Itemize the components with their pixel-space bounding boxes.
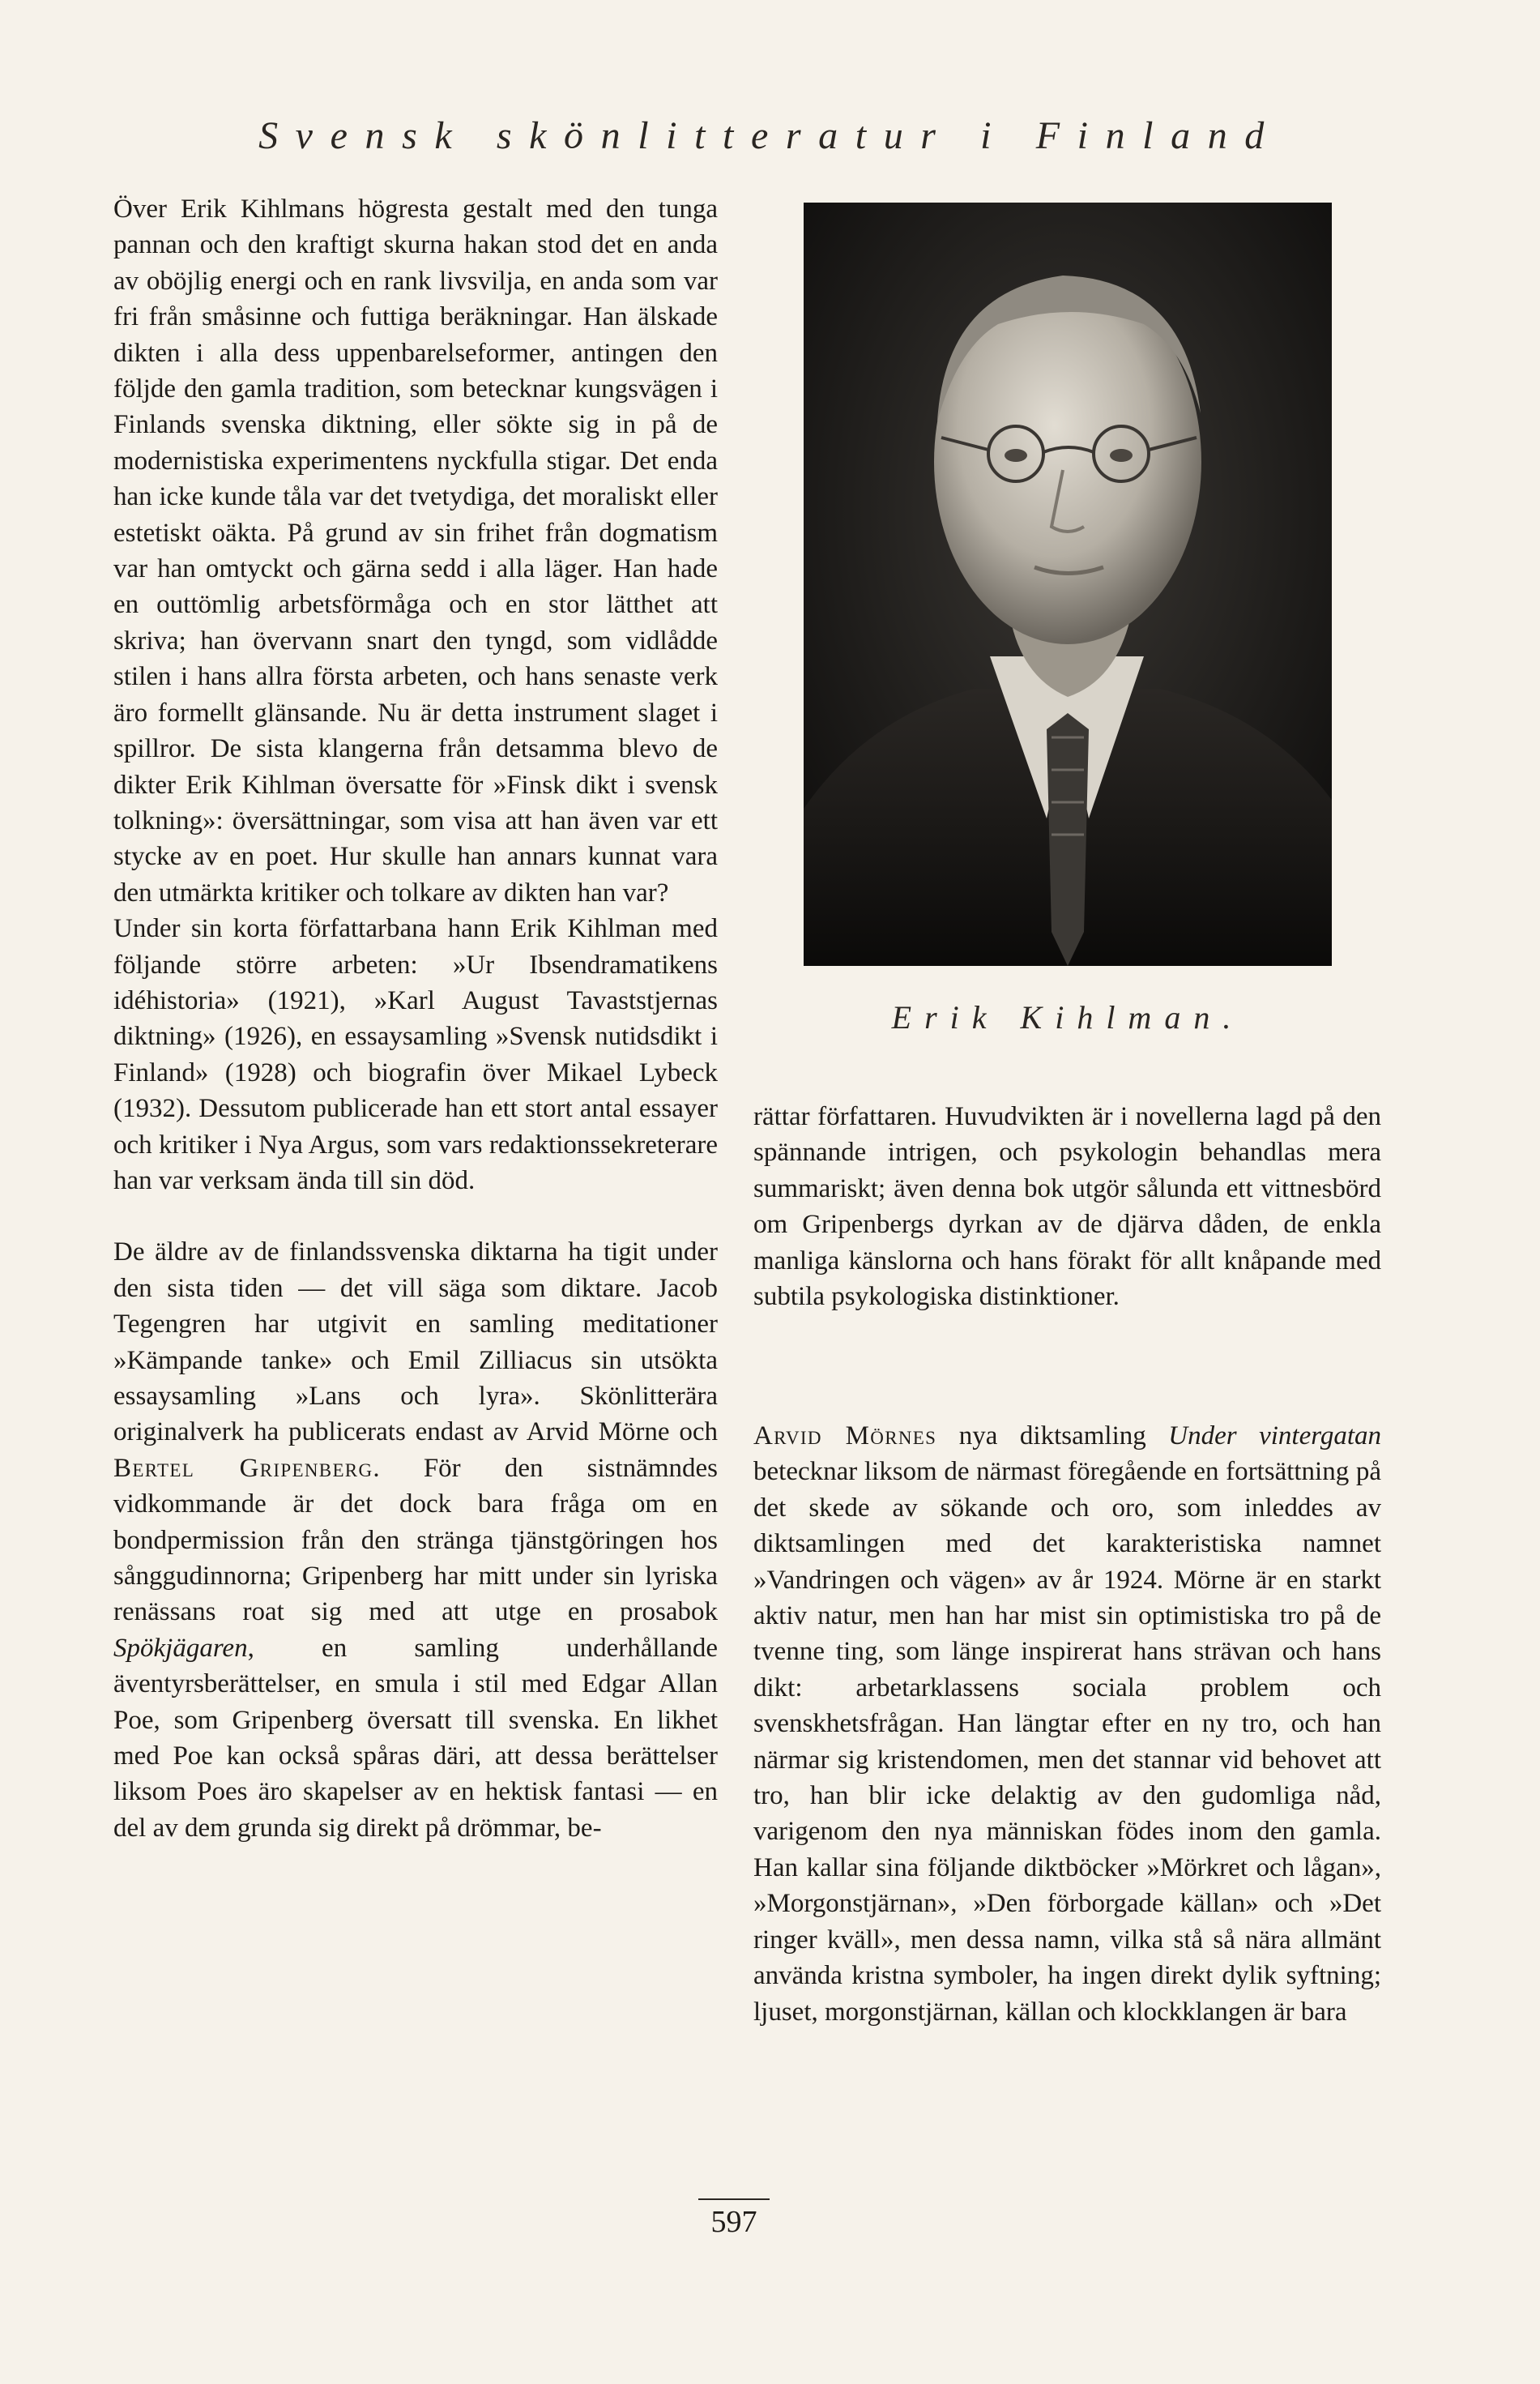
page-number: 597 [710,2205,757,2239]
author-name-mornes: Arvid Mörnes [753,1421,937,1450]
left-paragraph-3-text-a: De äldre av de finlandssvenska diktarna ha tigit under den sista tiden — det vill säga som diktare. Jacob Tegengren har utgivit en samling meditationer »Kämpande tanke» och Emil Zilliacus sin utsökta essaysamling »Lans och lyra». Skönlitterära originalverk ha publicerats endast av Arvid Mörne och [113,1237,718,1447]
portrait-caption: Erik Kihlman. [891,999,1244,1036]
right-paragraph-2-text-a: nya diktsamling [936,1421,1169,1450]
running-head: Svensk skönlitteratur i Finland [258,114,1282,157]
portrait-illustration [804,203,1332,966]
right-paragraph-2 [753,1418,1381,2030]
book-title-spokjagaren: Spökjägaren [113,1633,248,1663]
left-paragraph-2: Under sin korta författarbana hann Erik Kihlman med följande större arbeten: »Ur Ibsendramatikens idéhistoria» (1921), »Karl August Tavaststjernas diktning» (1926), en essaysamling »Svensk nutidsdikt i Finland» (1928) och biografin över Mikael Lybeck (1932). Dessutom publicerade han ett stort antal essayer och kritiker i Nya Argus, som vars redaktionssekreterare han var verksam ända till sin död. [113,914,718,1195]
book-title-under-vintergatan: Under vintergatan [1168,1421,1381,1450]
right-paragraph-1: rättar författaren. Huvudvikten är i novellerna lagd på den spännande intrigen, och psykologin behandlas mera summariskt; även denna bok utgör sålunda ett vittnesbörd om Gripenbergs dyrkan av de djärva dåden, de enkla manliga känslorna och hans förakt för allt knåpande med subtila psykologiska distinktioner. [753,1102,1381,1312]
author-name-gripenberg: Bertel Gripenberg [113,1453,373,1483]
portrait-photo [804,203,1332,966]
left-column [113,191,718,1846]
folio-rule [698,2198,770,2200]
left-paragraph-3-text-c: , en samling underhållande äventyrsberättelser, en smula i stil med Edgar Allan Poe, som Gripenberg översatt till svenska. En likhet med Poe kan också spåras däri, att dessa berättelser liksom Poes äro skapelser av en hektisk fantasi — en del av dem grunda sig direkt på drömmar, be- [113,1633,718,1843]
left-paragraph-3 [113,1234,718,1846]
left-paragraph-3-text-b: . För den sistnämndes vidkommande är det dock bara fråga om en bondpermission från den stränga tjänstgöringen hos sånggudinnorna; Gripenberg har mitt under sin lyriska renässans roat sig med att utge en prosabok [113,1453,718,1627]
left-paragraph-1: Över Erik Kihlmans högresta gestalt med den tunga pannan och den kraftigt skurna hakan stod det en anda av oböjlig energi och en rank livsvilja, en anda som var fri från småsinne och futtiga beräkningar. Han älskade dikten i alla dess uppenbarelseformer, antingen den följde den gamla tradition, som betecknar kungsvägen i Finlands svenska diktning, eller sökte sig in på de modernistiska experimentens nyckfulla stigar. Det enda han icke kunde tåla var det tvetydiga, det moraliskt eller estetiskt oäkta. På grund av sin frihet från dogmatism var han omtyckt och gärna sedd i alla läger. Han hade en outtömlig arbetsförmåga och en stor lätthet att skriva; han övervann snart den tyngd, som vidlådde stilen i hans allra första arbeten, och hans senaste verk äro formellt glänsande. Nu är detta instrument slaget i spillror. De sista klangerna från detsamma blevo de dikter Erik Kihlman översatte för »Finsk dikt i svensk tolkning»: översättningar, som visa att han även var ett stycke av en poet. Hur skulle han annars kunnat vara den utmärkta kritiker och tolkare av dikten han var? [113,194,718,908]
right-paragraph-2-text-b: betecknar liksom de närmast föregående en fortsättning på det skede av sökande och oro, som inleddes av diktsamlingen med det karakteristiska namnet »Vandringen och vägen» av år 1924. Mörne är en starkt aktiv natur, men han har mist sin optimistiska tro på de tvenne ting, som länge inspirerat hans strävan och hans dikt: arbetarklassens sociala problem och svenskhetsfrågan. Han längtar efter en ny tro, och han närmar sig kristendomen, men det stannar vid behovet att tro, han blir icke delaktig av den gudomliga nåd, varigenom den nya människan födes inom den gamla. Han kallar sina följande diktböcker »Mörkret och lågan», »Morgonstjärnan», »Den förborgade källan» och »Det ringer kväll», men dessa namn, vilka stå så nära allmänt använda kristna symboler, ha ingen direkt dylik syftning; ljuset, morgonstjärnan, källan och klockklangen är bara [753,1457,1381,2027]
right-column-bottom [753,1418,1381,2030]
right-column-top [753,1099,1381,1314]
